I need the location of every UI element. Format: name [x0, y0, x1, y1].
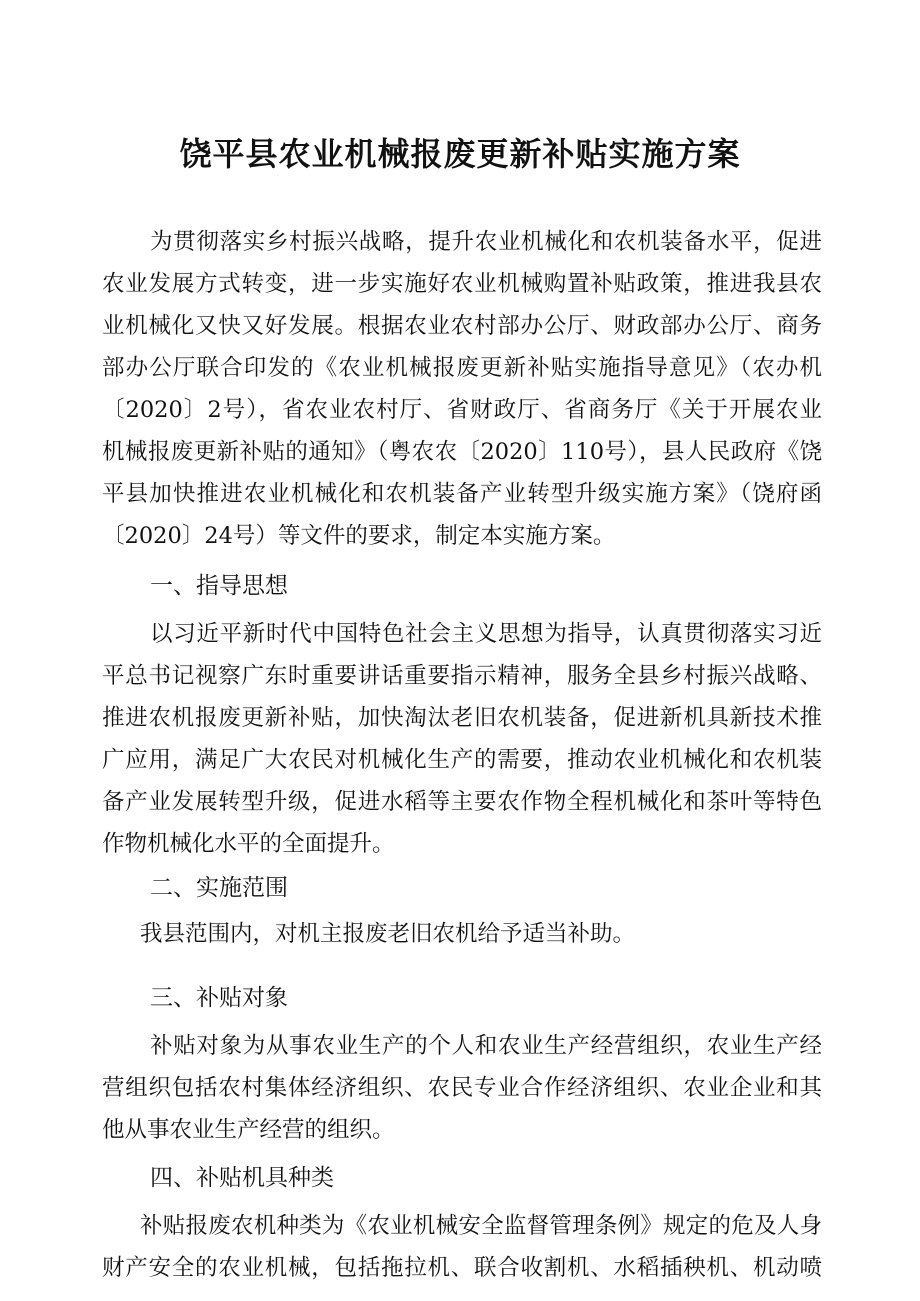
intro-line: 平县加快推进农业机械化和农机装备产业转型升级实施方案》（饶府函: [102, 481, 822, 507]
intro-line: 部办公厅联合印发的《农业机械报废更新补贴实施指导意见》（农办机: [102, 355, 822, 381]
section-line: 以习近平新时代中国特色社会主义思想为指导，认真贯彻落实习近: [150, 621, 822, 647]
section-line: 广应用，满足广大农民对机械化生产的需要，推动农业机械化和农机装: [102, 747, 822, 773]
section-heading: 二、实施范围: [150, 875, 288, 901]
section-heading: 一、指导思想: [150, 573, 288, 599]
intro-line: 〔2020〕2号），省农业农村厅、省财政厅、省商务厅《关于开展农业: [102, 397, 822, 423]
section-heading: 四、补贴机具种类: [150, 1165, 334, 1191]
intro-line: 业机械化又快又好发展。根据农业农村部办公厅、财政部办公厅、商务: [102, 313, 822, 339]
intro-line: 机械报废更新补贴的通知》（粤农农〔2020〕110号），县人民政府《饶: [102, 439, 822, 465]
section-line: 补贴报废农机种类为《农业机械安全监督管理条例》规定的危及人身: [140, 1213, 822, 1239]
document-title: 饶平县农业机械报废更新补贴实施方案: [179, 135, 741, 173]
intro-line: 〔2020〕24号）等文件的要求，制定本实施方案。: [102, 523, 616, 549]
intro-line: 为贯彻落实乡村振兴战略，提升农业机械化和农机装备水平，促进: [150, 229, 822, 255]
section-line: 作物机械化水平的全面提升。: [102, 831, 395, 857]
section-line: 推进农机报废更新补贴，加快淘汰老旧农机装备，促进新机具新技术推: [102, 705, 822, 731]
intro-line: 农业发展方式转变，进一步实施好农业机械购置补贴政策，推进我县农: [102, 271, 822, 297]
section-line: 他从事农业生产经营的组织。: [102, 1117, 395, 1143]
section-line: 备产业发展转型升级，促进水稻等主要农作物全程机械化和茶叶等特色: [102, 789, 822, 815]
section-heading: 三、补贴对象: [150, 985, 288, 1011]
section-line: 营组织包括农村集体经济组织、农民专业合作经济组织、农业企业和其: [102, 1075, 822, 1101]
section-line: 平总书记视察广东时重要讲话重要指示精神，服务全县乡村振兴战略、: [102, 663, 822, 689]
section-line: 我县范围内，对机主报废老旧农机给予适当补助。: [140, 921, 636, 947]
section-line: 财产安全的农业机械，包括拖拉机、联合收割机、水稻插秧机、机动喷: [102, 1255, 822, 1281]
section-line: 补贴对象为从事农业生产的个人和农业生产经营组织，农业生产经: [150, 1033, 822, 1059]
